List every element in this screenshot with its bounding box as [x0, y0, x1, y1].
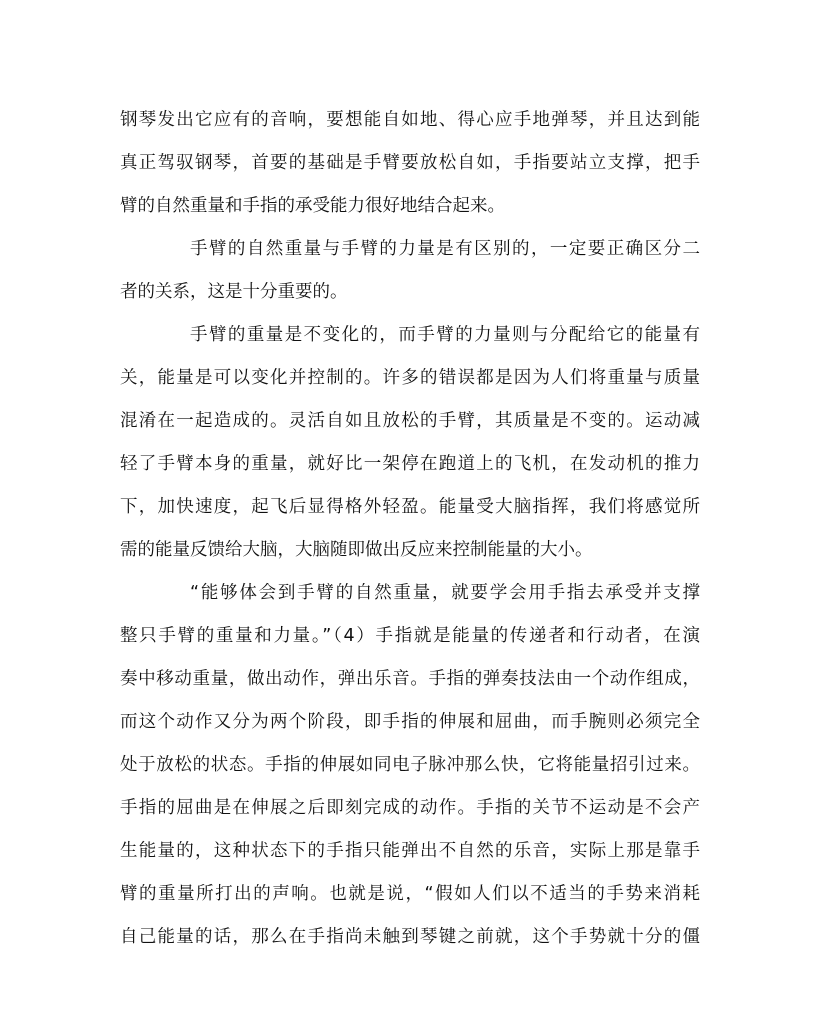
text-line: 手臂的重量是不变化的，而手臂的力量则与分配给它的能量有 [190, 325, 700, 345]
text-line: “能够体会到手臂的自然重量，就要学会用手指去承受并支撑 [190, 583, 700, 603]
text-line: 轻了手臂本身的重量，就好比一架停在跑道上的飞机，在发动机的推力 [120, 454, 700, 474]
text-line: 钢琴发出它应有的音响，要想能自如地、得心应手地弹琴，并且达到能 [120, 110, 700, 130]
text-line: 自己能量的话，那么在手指尚未触到琴键之前就，这个手势就十分的僵 [120, 927, 700, 947]
text-line: 处于放松的状态。手指的伸展如同电子脉冲那么快，它将能量招引过来。 [120, 755, 700, 775]
text-line: 臂的自然重量和手指的承受能力很好地结合起来。 [120, 196, 505, 216]
text-line: 手指的屈曲是在伸展之后即刻完成的动作。手指的关节不运动是不会产 [120, 798, 700, 818]
text-line: 臂的重量所打出的声响。也就是说，“假如人们以不适当的手势来消耗 [120, 884, 700, 904]
text-line: 而这个动作又分为两个阶段，即手指的伸展和屈曲，而手腕则必须完全 [120, 712, 700, 732]
text-line: 混淆在一起造成的。灵活自如且放松的手臂，其质量是不变的。运动减 [120, 411, 700, 431]
text-line: 者的关系，这是十分重要的。 [120, 282, 348, 302]
text-line: 整只手臂的重量和力量。”（4）手指就是能量的传递者和行动者，在演 [120, 626, 700, 646]
text-line: 奏中移动重量，做出动作，弹出乐音。手指的弹奏技法由一个动作组成， [120, 669, 700, 689]
text-line: 手臂的自然重量与手臂的力量是有区别的，一定要正确区分二 [190, 239, 700, 259]
text-line: 真正驾驭钢琴，首要的基础是手臂要放松自如，手指要站立支撑，把手 [120, 153, 700, 173]
text-line: 生能量的，这种状态下的手指只能弹出不自然的乐音，实际上那是靠手 [120, 841, 700, 861]
text-line: 关，能量是可以变化并控制的。许多的错误都是因为人们将重量与质量 [120, 368, 700, 388]
text-line: 需的能量反馈给大脑，大脑随即做出反应来控制能量的大小。 [120, 540, 593, 560]
text-line: 下，加快速度，起飞后显得格外轻盈。能量受大脑指挥，我们将感觉所 [120, 497, 700, 517]
